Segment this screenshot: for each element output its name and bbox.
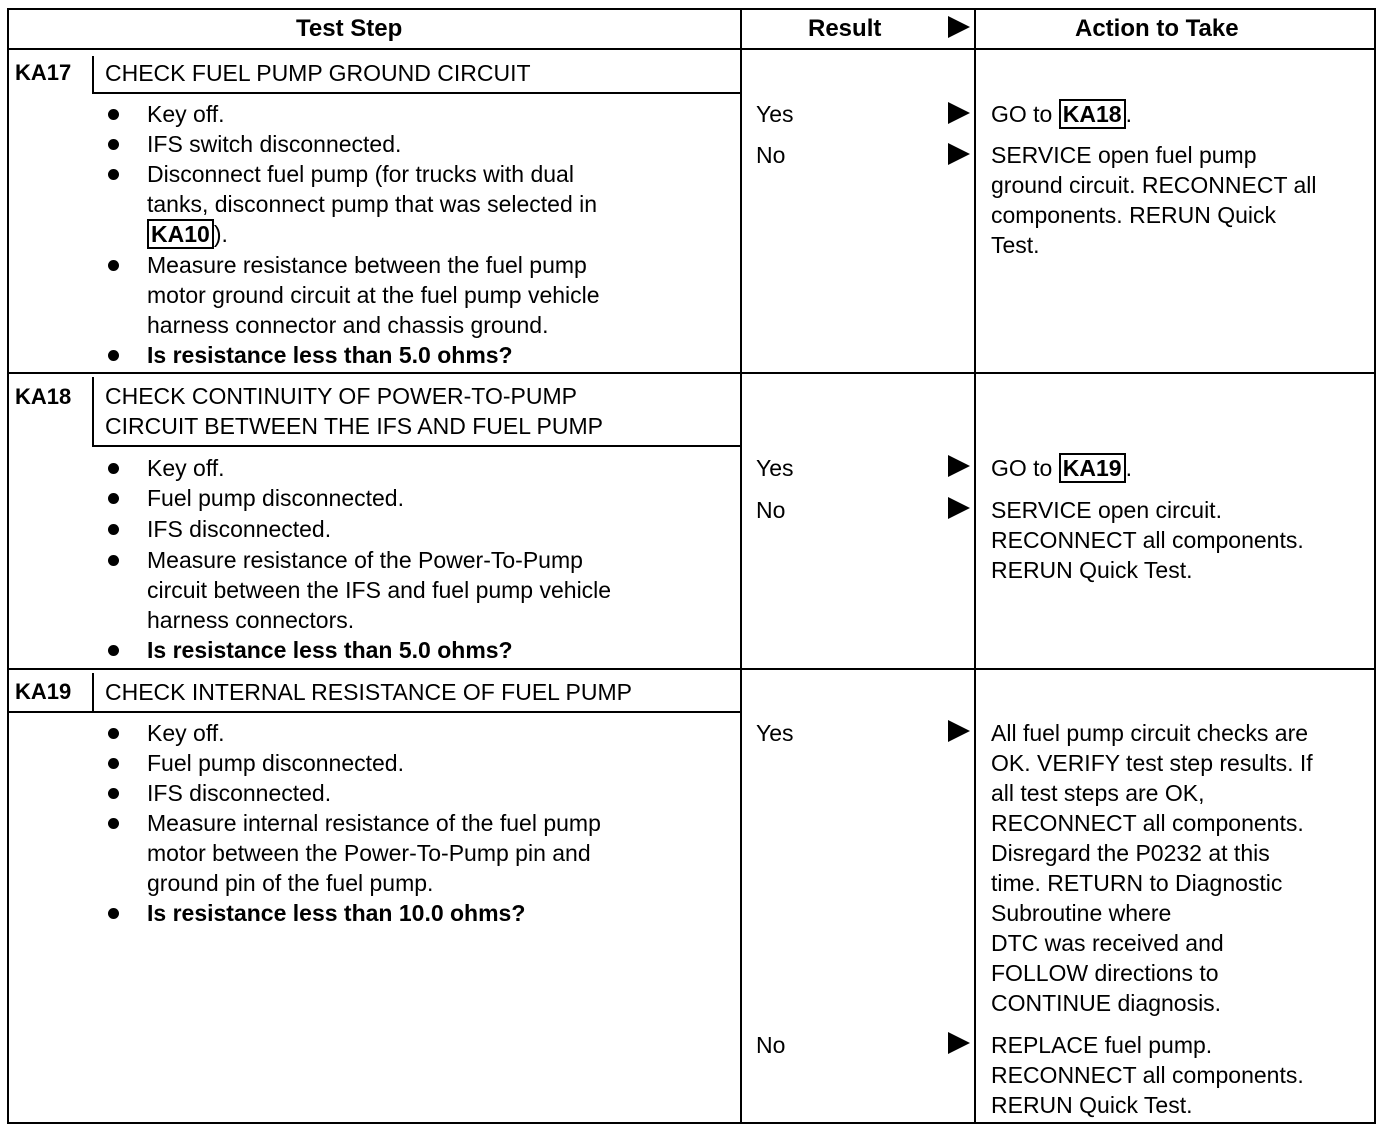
arrow-right-icon (948, 720, 970, 742)
no-action-line: SERVICE open circuit. (991, 497, 1222, 523)
list-item: harness connector and chassis ground. (147, 312, 549, 338)
no-action-line: SERVICE open fuel pump (991, 142, 1257, 168)
yes-action-line: All fuel pump circuit checks are (991, 720, 1309, 746)
list-item-question: Is resistance less than 5.0 ohms? (147, 342, 513, 368)
list-item: ground pin of the fuel pump. (147, 870, 434, 896)
list-item: Key off. (147, 720, 225, 746)
bullet-icon (108, 350, 119, 361)
yes-action-line: time. RETURN to Diagnostic (991, 870, 1283, 896)
header-divider (7, 48, 1376, 50)
bullet-icon (108, 645, 119, 656)
step-title-rule (92, 445, 740, 447)
yes-action-line: DTC was received and (991, 930, 1224, 956)
list-item: circuit between the IFS and fuel pump vehicle (147, 577, 612, 603)
column-divider-action (974, 8, 976, 1124)
yes-action-line: CONTINUE diagnosis. (991, 990, 1222, 1016)
list-item: Key off. (147, 101, 225, 127)
no-action-line: components. RERUN Quick (991, 202, 1277, 228)
result-yes: Yes (756, 455, 794, 481)
bullet-icon (108, 260, 119, 271)
step-title-rule (7, 711, 740, 713)
bullet-icon (108, 139, 119, 150)
bullet-icon (108, 463, 119, 474)
result-no: No (756, 497, 786, 523)
result-no: No (756, 142, 786, 168)
step-reference[interactable]: KA19 (1059, 453, 1126, 483)
no-action-line: RERUN Quick Test. (991, 557, 1193, 583)
header-action: Action to Take (1075, 15, 1239, 42)
step-id-divider (92, 377, 94, 445)
step-id-divider (92, 56, 94, 92)
step-id-ka18: KA18 (15, 384, 72, 409)
step-title-ka18: CIRCUIT BETWEEN THE IFS AND FUEL PUMP (105, 413, 603, 439)
bullet-icon (108, 524, 119, 535)
list-item: Measure internal resistance of the fuel pump (147, 810, 601, 836)
bullet-icon (108, 555, 119, 566)
list-item: Fuel pump disconnected. (147, 485, 404, 511)
arrow-right-icon (948, 102, 970, 124)
arrow-right-icon (948, 1032, 970, 1054)
step-id-divider (92, 673, 94, 711)
row-divider (7, 372, 1376, 374)
list-item: IFS disconnected. (147, 516, 332, 542)
yes-action-line: all test steps are OK, (991, 780, 1205, 806)
list-item-question: Is resistance less than 5.0 ohms? (147, 637, 513, 663)
no-action-line: RECONNECT all components. (991, 527, 1304, 553)
arrow-right-icon (948, 143, 970, 165)
list-item: Key off. (147, 455, 225, 481)
header-result: Result (808, 15, 882, 42)
bullet-icon (108, 908, 119, 919)
list-item: motor between the Power-To-Pump pin and (147, 840, 591, 866)
yes-action-line: Subroutine where (991, 900, 1172, 926)
no-action-line: RERUN Quick Test. (991, 1092, 1193, 1118)
no-action-line: ground circuit. RECONNECT all (991, 172, 1317, 198)
step-title-ka18: CHECK CONTINUITY OF POWER-TO-PUMP (105, 383, 577, 409)
no-action-line: RECONNECT all components. (991, 1062, 1304, 1088)
bullet-icon (108, 818, 119, 829)
bullet-icon (108, 788, 119, 799)
list-item: Fuel pump disconnected. (147, 750, 404, 776)
result-yes: Yes (756, 101, 794, 127)
list-item: harness connectors. (147, 607, 355, 633)
bullet-icon (108, 728, 119, 739)
list-item: KA10 ). (147, 219, 228, 249)
list-item: IFS switch disconnected. (147, 131, 402, 157)
column-divider-result (740, 8, 742, 1124)
no-action-line: REPLACE fuel pump. (991, 1032, 1213, 1058)
list-item: motor ground circuit at the fuel pump vehicle (147, 282, 600, 308)
yes-action-line: FOLLOW directions to (991, 960, 1219, 986)
result-no: No (756, 1032, 786, 1058)
arrow-right-icon (948, 497, 970, 519)
list-item: tanks, disconnect pump that was selected in (147, 191, 598, 217)
yes-action: GO to KA18 . (991, 101, 1132, 127)
result-yes: Yes (756, 720, 794, 746)
header-arrow-icon (948, 16, 970, 38)
bullet-icon (108, 758, 119, 769)
no-action-line: Test. (991, 232, 1040, 258)
yes-action: GO to KA19 . (991, 455, 1132, 481)
header-test-step: Test Step (296, 15, 403, 42)
row-divider (7, 668, 1376, 670)
list-item: Measure resistance between the fuel pump (147, 252, 587, 278)
bullet-icon (108, 493, 119, 504)
yes-action-line: OK. VERIFY test step results. If (991, 750, 1313, 776)
bullet-icon (108, 169, 119, 180)
arrow-right-icon (948, 455, 970, 477)
list-item: Measure resistance of the Power-To-Pump (147, 547, 583, 573)
step-id-ka17: KA17 (15, 60, 72, 85)
step-reference[interactable]: KA18 (1059, 99, 1126, 129)
list-item-question: Is resistance less than 10.0 ohms? (147, 900, 526, 926)
step-id-ka19: KA19 (15, 679, 72, 704)
step-reference[interactable]: KA10 (147, 219, 214, 249)
list-item: Disconnect fuel pump (for trucks with dual (147, 161, 574, 187)
bullet-icon (108, 109, 119, 120)
step-title-ka17: CHECK FUEL PUMP GROUND CIRCUIT (105, 60, 531, 86)
yes-action-line: Disregard the P0232 at this (991, 840, 1270, 866)
list-item: IFS disconnected. (147, 780, 332, 806)
yes-action-line: RECONNECT all components. (991, 810, 1304, 836)
step-title-rule (92, 92, 740, 94)
step-title-ka19: CHECK INTERNAL RESISTANCE OF FUEL PUMP (105, 679, 632, 705)
